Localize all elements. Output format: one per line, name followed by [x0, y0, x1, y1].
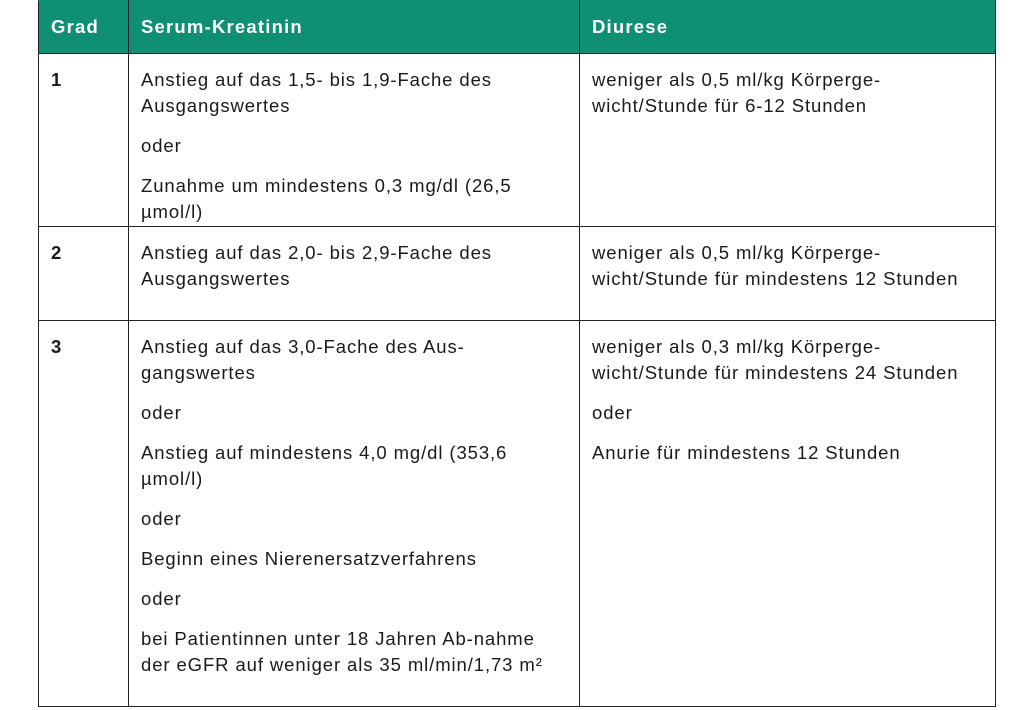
creatinine-criterion: Beginn eines Nierenersatzverfahrens	[141, 548, 477, 569]
grade-cell: 3	[39, 321, 129, 707]
diuresis-cell	[580, 321, 996, 707]
table-row-grade-1	[39, 54, 996, 227]
table-row-grade-3	[39, 321, 996, 707]
header-serum-creatinine: Serum-Kreatinin	[129, 1, 580, 54]
header-diuresis: Diurese	[580, 1, 996, 54]
creatinine-cell	[129, 54, 580, 227]
grade-cell: 2	[39, 227, 129, 321]
or-connector: oder	[141, 588, 182, 609]
diuresis-criterion: Anurie für mindestens 12 Stunden	[592, 442, 901, 463]
creatinine-criterion: bei Patientinnen unter 18 Jahren Ab-nahme der eGFR auf weniger als 35 ml/min/1,73 m²	[141, 628, 543, 675]
or-connector: oder	[592, 402, 633, 423]
or-connector: oder	[141, 508, 182, 529]
creatinine-criterion: Anstieg auf das 1,5- bis 1,9-Fache des Ausgangswertes	[141, 69, 492, 116]
creatinine-criterion: Anstieg auf das 3,0-Fache des Aus-gangswertes	[141, 336, 465, 383]
creatinine-criterion: Anstieg auf mindestens 4,0 mg/dl (353,6 µmol/l)	[141, 442, 508, 489]
diuresis-criterion: weniger als 0,5 ml/kg Körperge-wicht/Stunde für 6-12 Stunden	[592, 69, 882, 116]
table-header-row	[39, 1, 996, 54]
or-connector: oder	[141, 402, 182, 423]
table-row-grade-2	[39, 227, 996, 321]
creatinine-cell	[129, 227, 580, 321]
diuresis-criterion: weniger als 0,3 ml/kg Körperge-wicht/Stunde für mindestens 24 Stunden	[592, 336, 959, 383]
grade-cell: 1	[39, 54, 129, 227]
aki-grading-table	[38, 0, 996, 707]
creatinine-criterion: Zunahme um mindestens 0,3 mg/dl (26,5 µmol/l)	[141, 175, 512, 222]
diuresis-cell	[580, 227, 996, 321]
or-connector: oder	[141, 135, 182, 156]
header-grade: Grad	[39, 1, 129, 54]
creatinine-criterion: Anstieg auf das 2,0- bis 2,9-Fache des Ausgangswertes	[141, 242, 492, 289]
creatinine-cell	[129, 321, 580, 707]
diuresis-cell	[580, 54, 996, 227]
diuresis-criterion: weniger als 0,5 ml/kg Körperge-wicht/Stunde für mindestens 12 Stunden	[592, 242, 959, 289]
